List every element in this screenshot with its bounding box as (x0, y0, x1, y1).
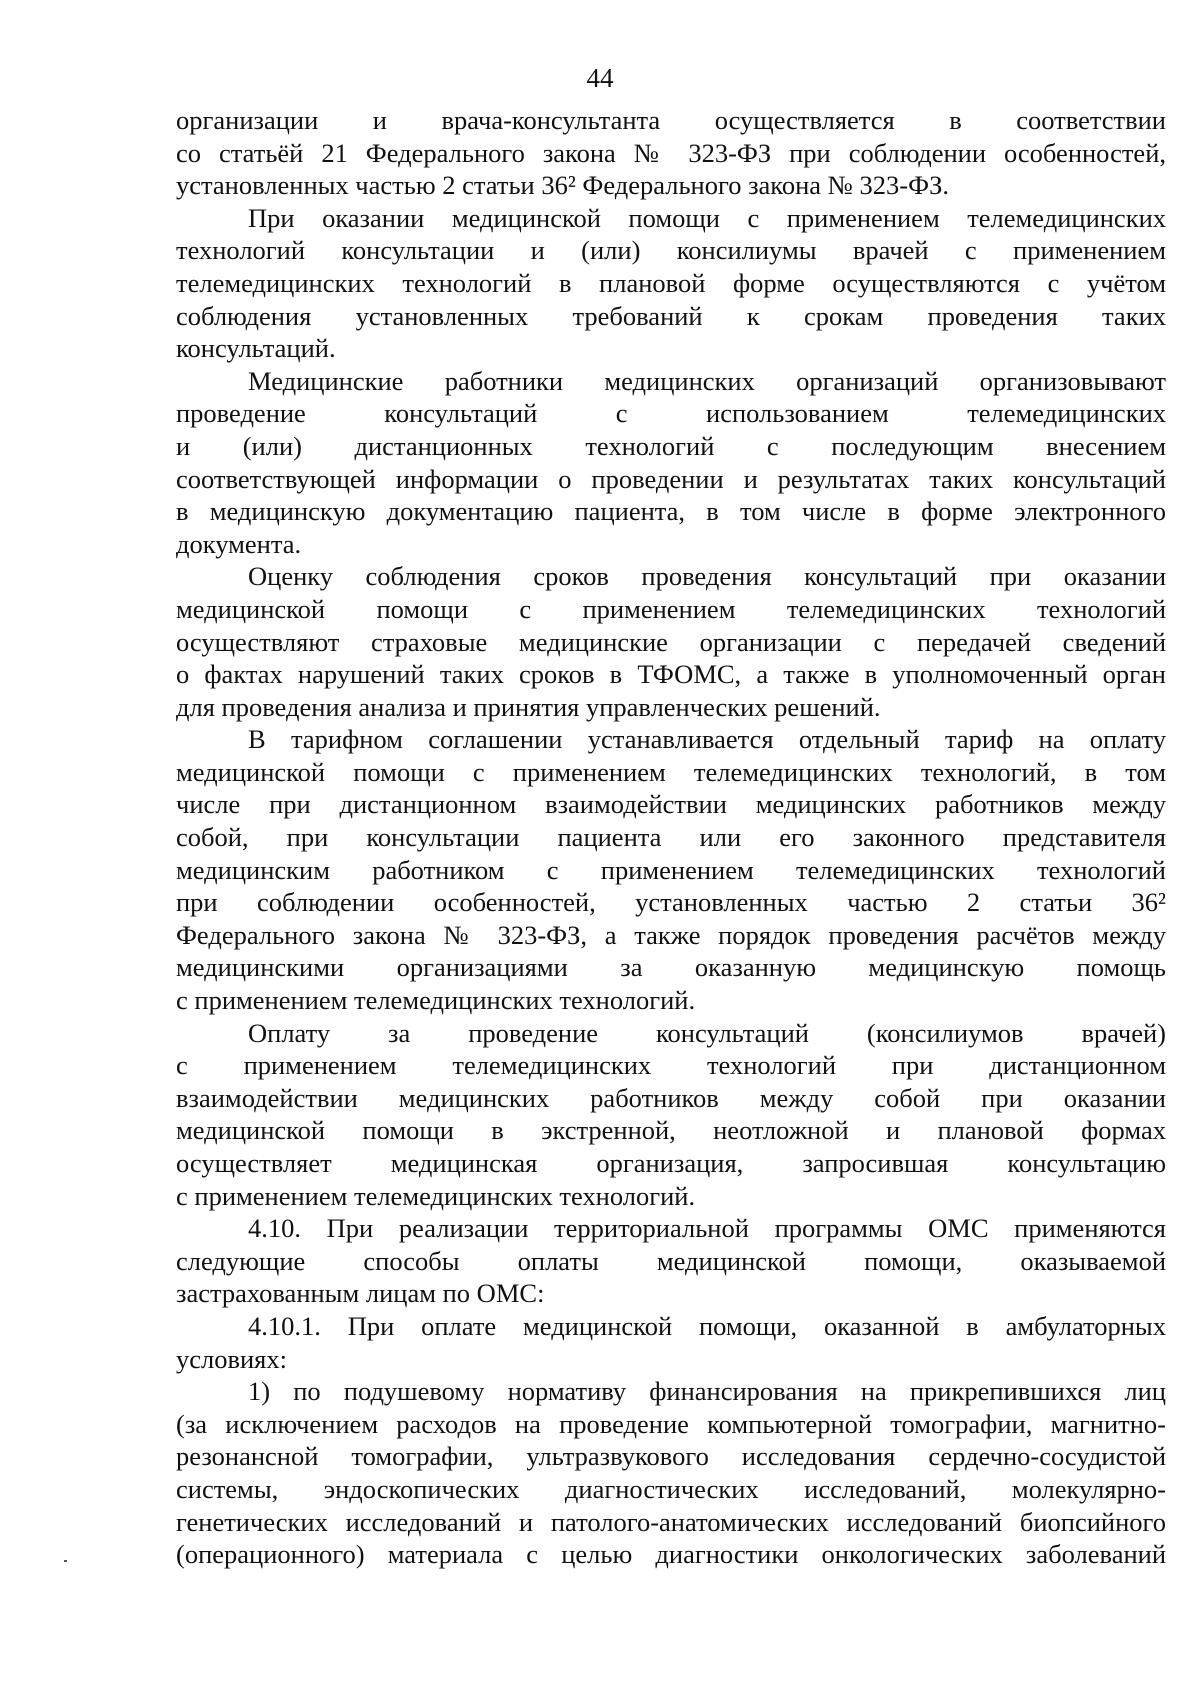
text-line: генетических исследований и патолого-анатомических исследований биопсийного (176, 1506, 1166, 1537)
text-line: о фактах нарушений таких сроков в ТФОМС, а также в уполномоченный орган (176, 659, 1166, 690)
text-line: с применением телемедицинских технологий. (176, 985, 696, 1016)
text-line: осуществляют страховые медицинские организации с передачей сведений (176, 626, 1166, 657)
text-line: следующие способы оплаты медицинской помощи, оказываемой (176, 1245, 1166, 1276)
text-line: Оценку соблюдения сроков проведения консультаций при оказании (248, 561, 1166, 592)
text-line: с применением телемедицинских технологий при дистанционном (176, 1050, 1166, 1081)
text-line: резонансной томографии, ультразвукового исследования сердечно-сосудистой (176, 1441, 1166, 1472)
text-line: со статьёй 21 Федерального закона № 323-ФЗ при соблюдении особенностей, (176, 137, 1166, 168)
text-line: (операционного) материала с целью диагностики онкологических заболеваний (176, 1539, 1166, 1570)
text-line: 1) по подушевому нормативу финансирования на прикрепившихся лиц (248, 1376, 1166, 1407)
text-line: условиях: (176, 1343, 287, 1374)
text-line: организации и врача-консультанта осуществляется в соответствии (176, 105, 1166, 135)
text-line: и (или) дистанционных технологий с последующим внесением (176, 430, 1166, 461)
text-line: медицинской помощи с применением телемедицинских технологий (176, 593, 1166, 624)
page-number: 44 (586, 63, 614, 93)
text-line: проведение консультаций с использованием телемедицинских (176, 398, 1166, 429)
text-line: медицинской помощи в экстренной, неотложной и плановой формах (176, 1115, 1166, 1146)
document-body (176, 104, 1166, 1571)
text-line: соответствующей информации о проведении и результатах таких консультаций (176, 463, 1166, 494)
text-line: При оказании медицинской помощи с применением телемедицинских (248, 202, 1166, 233)
text-line: для проведения анализа и принятия управленческих решений. (176, 691, 881, 722)
text-line: 4.10. При реализации территориальной программы ОМС применяются (248, 1213, 1166, 1244)
text-line: медицинскими организациями за оказанную медицинскую помощь (176, 952, 1166, 983)
text-line: взаимодействии медицинских работников между собой при оказании (176, 1082, 1166, 1113)
text-line: собой, при консультации пациента или его законного представителя (176, 822, 1166, 853)
text-line: (за исключением расходов на проведение компьютерной томографии, магнитно- (176, 1408, 1166, 1439)
text-line: В тарифном соглашении устанавливается отдельный тариф на оплату (248, 724, 1166, 755)
text-line: технологий консультации и (или) консилиумы врачей с применением (176, 235, 1166, 266)
text-line: соблюдения установленных требований к срокам проведения таких (176, 300, 1166, 331)
text-line: консультаций. (176, 333, 336, 364)
text-line: медицинской помощи с применением телемедицинских технологий, в том (176, 756, 1166, 787)
text-line: телемедицинских технологий в плановой форме осуществляются с учётом (176, 267, 1166, 298)
text-line: установленных частью 2 статьи 36² Федерального закона № 323-ФЗ. (176, 170, 949, 201)
text-line: Медицинские работники медицинских организаций организовывают (248, 365, 1166, 396)
text-line: системы, эндоскопических диагностических исследований, молекулярно- (176, 1473, 1166, 1504)
text-line: с применением телемедицинских технологий. (176, 1180, 696, 1211)
text-line: Оплату за проведение консультаций (консилиумов врачей) (248, 1017, 1166, 1048)
text-line: числе при дистанционном взаимодействии медицинских работников между (176, 789, 1166, 820)
scan-speck (64, 1560, 67, 1562)
text-line: 4.10.1. При оплате медицинской помощи, оказанной в амбулаторных (248, 1310, 1166, 1341)
text-line: документа. (176, 528, 302, 559)
text-line: застрахованным лицам по ОМС: (176, 1278, 545, 1309)
text-line: при соблюдении особенностей, установленных частью 2 статьи 36² (176, 887, 1166, 918)
text-line: осуществляет медицинская организация, запросившая консультацию (176, 1148, 1166, 1178)
text-line: в медицинскую документацию пациента, в том числе в форме электронного (176, 496, 1166, 527)
text-line: медицинским работником с применением телемедицинских технологий (176, 854, 1166, 885)
text-line: Федерального закона № 323-ФЗ, а также порядок проведения расчётов между (176, 919, 1166, 950)
